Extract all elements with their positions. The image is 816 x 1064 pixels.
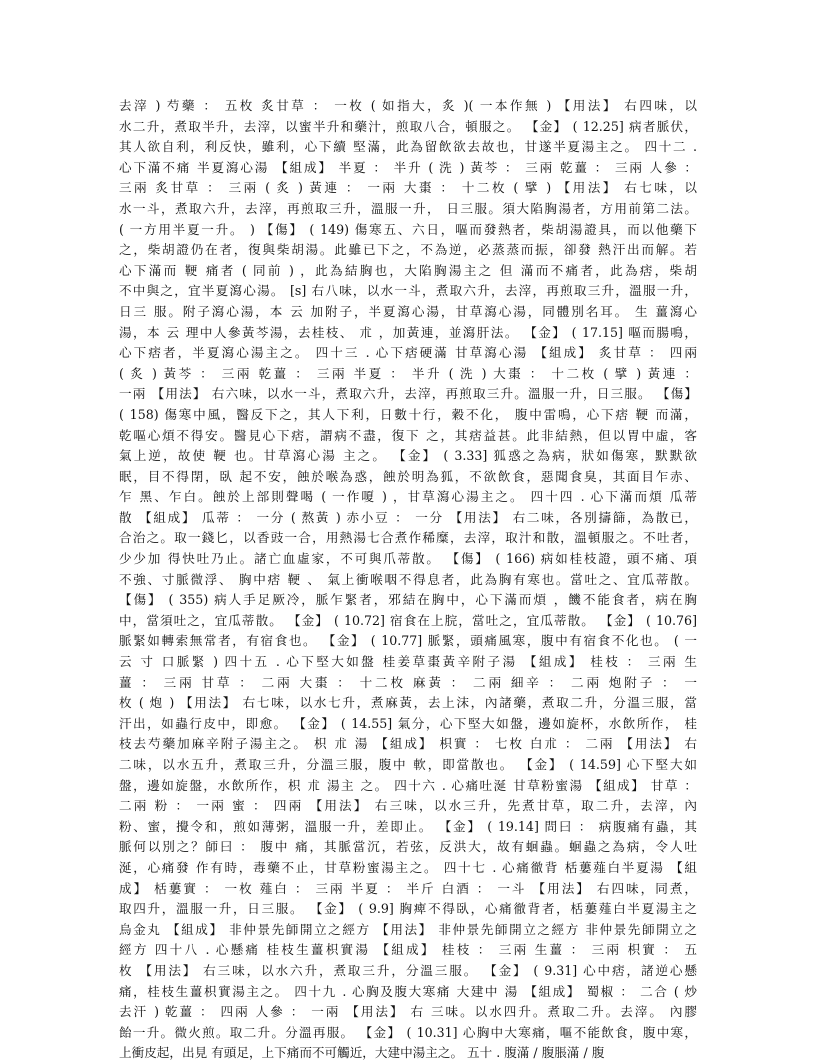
text-line: 水二升，煮取半升，去滓，以蜜半升和藥汁，煎取八合，頓服之。 【金】 ( 12.25] 病者脈伏， (119, 118, 697, 134)
text-line: 氣上逆，故使 鞕 也。甘草瀉心湯 主之。 【金】 ( 3.33] 狐惑之為病，狀如傷寒，默默欲 (119, 448, 697, 464)
text-line: ( 158) 傷寒中風，醫反下之，其人下利，日數十行，穀不化， 腹中雷鳴，心下痞 鞕 而滿， (119, 406, 697, 422)
text-line: 合治之。取一錢匕，以香豉一合，用熱湯七合煮作稀糜，去滓，取汁和散，溫頓服之。不吐者， (119, 530, 697, 546)
text-line: 粉、蜜，攪令和，煎如薄粥，溫服一升，差即止。 【金】 ( 19.14] 問曰 ： 病腹痛有蟲，其 (119, 818, 697, 834)
text-line: 涎，心痛發 作有時，毒藥不止，甘草粉蜜湯主之。 四十七 . 心痛徹背 栝蔞薤白半夏湯 【組 (119, 859, 697, 875)
text-line: 成】 栝蔞實 ： 一枚 薤白 ： 三兩 半夏 ： 半斤 白酒 ： 一斗 【用法】 右四味，同煮， (119, 880, 697, 896)
text-line: 三兩 炙甘草 ： 三兩 ( 炙 ) 黃連 ： 一兩 大棗 ： 十二枚 ( 擘 ) 【用法】 右七味，以 (119, 180, 697, 196)
text-line: 二味，以水五升，煮取三升，分溫三服，腹中 軟，即當散也。 【金】 ( 14.59] 心下堅大如 (119, 757, 697, 772)
text-line: 二兩 粉 ： 一兩 蜜 ： 四兩 【用法】 右三味，以水三升，先煮甘草，取二升，去滓，內 (119, 798, 697, 814)
text-line: 經方 四十八 . 心懸痛 桂枝生薑枳實湯 【組成】 桂枝 ： 三兩 生薑 ： 三兩 枳實 ： 五 (119, 942, 697, 958)
text-line: ( 一方用半夏一升。 ) 【傷】 ( 149) 傷寒五、六日，嘔而發熱者，柴胡湯證具，而以他藥下 (119, 221, 697, 237)
text-line: 湯，本 云 理中人參黃芩湯，去桂枝、 朮 ，加黃連，並瀉肝法。 【金】 ( 17.15] 嘔而腸鳴， (119, 324, 697, 340)
text-line: 飴一升。微火煎。取二升。分溫再服。 【金】 ( 10.31] 心胸中大寒痛，嘔不能飲食，腹中寒， (119, 1024, 697, 1040)
text-line: 水一斗，煮取六升，去滓，再煎取三升，溫服一升， 日三服。須大陷胸湯者，方用前第二法。 (119, 200, 697, 216)
text-line: 枚 【用法】 右三味，以水六升，煮取三升，分溫三服。 【金】 ( 9.31] 心中痞，諸逆心懸 (119, 962, 697, 978)
text-line: 上衝皮起，出見 有頭足，上下痛而不可觸近，大建中湯主之。 五十 . 腹滿 / 腹脹滿 / 腹 (119, 1045, 605, 1061)
text-line: 散 【組成】 瓜蒂 ： 一分 ( 熬黃 ) 赤小豆 ： 一分 【用法】 右二味，各別擣篩，為散已， (119, 509, 697, 525)
text-line: ( 炙 ) 黃芩 ： 三兩 乾薑 ： 三兩 半夏 ： 半升 ( 洗 ) 大棗 ： 十二枚 ( 擘 ) 黃連 ： (119, 365, 697, 381)
text-line: 心下滿而 鞕 痛者 ( 同前 ) ，此為結胸也，大陷胸湯主之 但 滿而不痛者，此為痞，柴胡 (119, 262, 697, 278)
text-line: 不中與之，宜半夏瀉心湯。 [s] 右八味，以水一斗，煮取六升，去滓，再煎取三升，溫服一升， (119, 283, 697, 299)
text-line: 【傷】 ( 355) 病人手足厥冷，脈乍緊者，邪結在胸中，心下滿而煩 ，饑不能食者，病在胸 (119, 592, 697, 608)
text-line: 痛，桂枝生薑枳實湯主之。 四十九 . 心胸及腹大寒痛 大建中 湯 【組成】 蜀椒 ： 二合 ( 炒 (119, 983, 697, 999)
text-line: 薑 ： 三兩 甘草 ： 二兩 大棗 ： 十二枚 麻黃 ： 二兩 細辛 ： 二兩 炮附子 ： 一 (119, 674, 697, 690)
text-line: 日三 服。附子瀉心湯，本 云 加附子，半夏瀉心湯，甘草瀉心湯，同體別名耳。 生 薑瀉心 (119, 303, 697, 319)
text-line: 盤，邊如旋盤，水飲所作，枳 朮 湯主 之。 四十六 . 心痛吐涎 甘草粉蜜湯 【組成】 甘草 ： (119, 777, 697, 793)
text-line: 中，當須吐之，宜瓜蒂散。 【金】 ( 10.72] 宿食在上脘，當吐之，宜瓜蒂散。 【金】 ( 10.76] (119, 612, 697, 628)
text-line: 心下滿不痛 半夏瀉心湯 【組成】 半夏 ： 半升 ( 洗 ) 黃芩 ： 三兩 乾薑 ： 三兩 人參 ： (119, 159, 697, 175)
text-line: 去汗 ) 乾薑 ： 四兩 人參 ： 一兩 【用法】 右 三味。以水四升。煮取二升。去滓。 內膠 (119, 1004, 697, 1020)
text-line: 不強、寸脈微浮、 胸中痞 鞕 、 氣上衝喉咽不得息者，此為胸有寒也。當吐之、宜瓜蒂散。 (119, 571, 697, 587)
text-line: 心下痞者，半夏瀉心湯主之。 四十三 . 心下痞硬滿 甘草瀉心湯 【組成】 炙甘草 ： 四兩 (119, 345, 697, 361)
text-line: 云 寸 口脈緊 ) 四十五 . 心下堅大如盤 桂姜草棗黃辛附子湯 【組成】 桂枝 ： 三兩 生 (119, 654, 697, 670)
text-line: 枝去芍藥加麻辛附子湯主之。 枳 朮 湯 【組成】 枳實 ： 七枚 白朮 ： 二兩 【用法】 右 (119, 736, 697, 752)
text-line: 取四升，溫服一升，日三服。 【金】 ( 9.9] 胸痺不得臥，心痛徹背者，栝蔞薤白半夏湯主之 (119, 901, 697, 917)
text-line: 枚 ( 炮 ) 【用法】 右七味，以水七升，煮麻黃，去上沫，內諸藥，煮取二升，分溫三服，當 (119, 695, 697, 711)
text-line: 一兩 【用法】 右六味，以水一斗，煮取六升，去滓，再煎取三升。溫服一升，日三服。 【傷】 (119, 386, 697, 402)
text-line: 乍 黑、乍白。蝕於上部則聲喝 ( 一作嗄 ) ，甘草瀉心湯主之。 四十四 . 心下滿而煩 瓜蒂 (119, 489, 697, 505)
text-line: 脈緊如轉索無常者，有宿食也。 【金】 ( 10.77] 脈緊，頭痛風寒，腹中有宿食不化也。 ( 一 (119, 633, 697, 649)
document-page (119, 96, 697, 1064)
text-line: 乾嘔心煩不得安。醫見心下痞，謂病不盡，復下 之，其痞益甚。此非結熱，但以胃中虛，客 (119, 427, 697, 443)
text-line: 之，柴胡證仍在者，復與柴胡湯。此雖已下之，不為逆，必蒸蒸而振，卻發 熱汗出而解。若 (119, 242, 697, 258)
text-line: 脈何以別之？師曰 ： 腹中 痛，其脈當沉，若弦，反洪大，故有蛔蟲。蛔蟲之為病，令人吐 (119, 839, 697, 855)
text-line: 其人欲自利，利反快，雖利，心下續 堅滿，此為留飲欲去故也，甘遂半夏湯主之。 四十二 . (119, 139, 697, 155)
text-line: 少少加 得快吐乃止。諸亡血虛家，不可與爪蒂散。 【傷】 ( 166) 病如桂枝證，頭不痛、項 (119, 551, 697, 567)
text-line: 汗出，如蟲行皮中，即愈。 【金】 ( 14.55] 氣分，心下堅大如盤，邊如旋杯，水飲所作， 桂 (119, 715, 697, 731)
text-line: 烏金丸 【組成】 非仲景先師開立之經方 【用法】 非仲景先師開立之經方 非仲景先師開立之 (119, 921, 697, 937)
text-line: 去滓 ) 芍藥 ： 五枚 炙甘草 ： 一枚 ( 如指大，炙 )( 一本作無 ) 【用法】 右四味，以 (119, 98, 697, 113)
text-line: 眠，目不得閉，臥 起不安，蝕於喉為惑，蝕於明為狐，不欲飲食，惡聞食臭，其面目乍赤、 (119, 468, 697, 484)
